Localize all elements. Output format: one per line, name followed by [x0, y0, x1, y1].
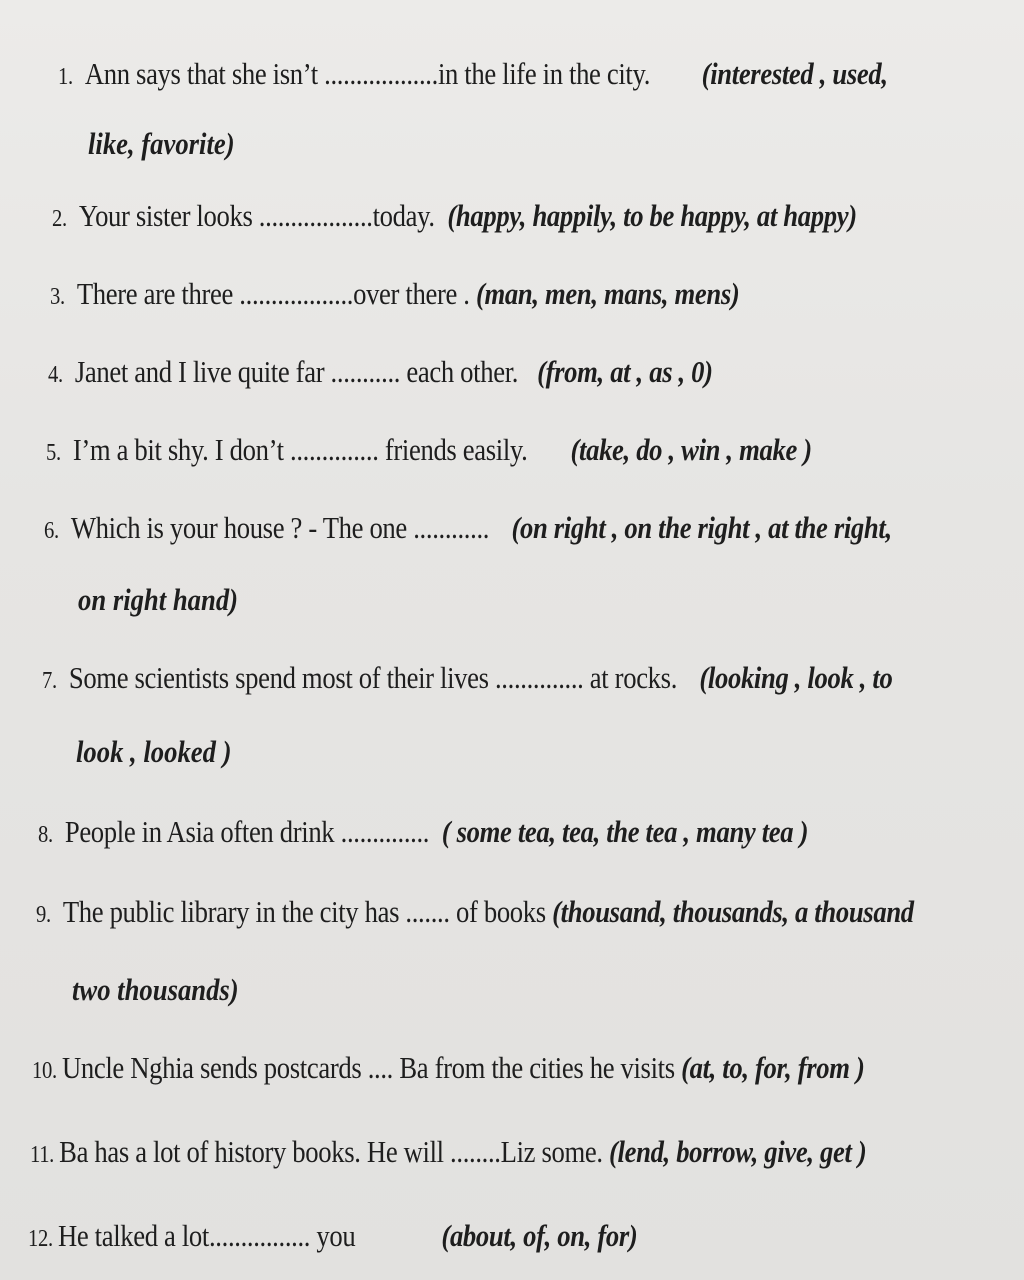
exercise-number: 10. — [32, 1058, 57, 1084]
exercise-sentence: Your sister looks ..................today. — [78, 198, 435, 233]
exercise-sentence: Ann says that she isn’t ..................in the life in the city. — [84, 56, 651, 91]
exercise-9-options-continued: two thousands) — [72, 972, 239, 1007]
exercise-number: 12. — [28, 1226, 53, 1252]
exercise-number: 8. — [38, 822, 53, 848]
exercise-options: (on right , on the right , at the right, — [511, 510, 892, 545]
exercise-number: 4. — [48, 362, 63, 388]
exercise-number: 5. — [46, 440, 61, 466]
exercise-sentence: I’m a bit shy. I don’t .............. friends easily. — [72, 432, 528, 467]
exercise-options: (take, do , win , make ) — [570, 432, 812, 467]
exercise-sentence: Some scientists spend most of their lives .............. at rocks. — [68, 660, 678, 695]
exercise-sentence: He talked a lot................ you — [57, 1218, 356, 1253]
exercise-number: 3. — [50, 284, 65, 310]
exercise-options: ( some tea, tea, the tea , many tea ) — [441, 814, 809, 849]
exercise-1-options-continued: like, favorite) — [88, 126, 235, 161]
exercise-sentence: People in Asia often drink .............. — [64, 814, 430, 849]
exercise-5 — [46, 434, 812, 465]
exercise-options: (at, to, for, from ) — [681, 1050, 865, 1085]
exercise-options: (man, men, mans, mens) — [475, 276, 740, 311]
exercise-10 — [32, 1052, 865, 1083]
exercise-7 — [42, 662, 892, 693]
exercise-number: 11. — [30, 1142, 55, 1168]
exercise-6 — [44, 512, 892, 543]
exercise-6-options-continued: on right hand) — [78, 582, 239, 617]
exercise-options: (about, of, on, for) — [441, 1218, 638, 1253]
exercise-options: (happy, happily, to be happy, at happy) — [447, 198, 857, 233]
exercise-4 — [48, 356, 713, 387]
exercise-11 — [30, 1136, 866, 1167]
exercise-sentence: The public library in the city has ....... of books — [62, 894, 546, 929]
exercise-number: 1. — [58, 64, 73, 90]
exercise-1 — [58, 58, 888, 89]
exercise-2 — [52, 200, 857, 231]
exercise-sentence: Ba has a lot of history books. He will ........Liz some. — [59, 1134, 603, 1169]
exercise-8 — [38, 816, 808, 847]
exercise-7-options-continued: look , looked ) — [76, 734, 232, 769]
exercise-options: (from, at , as , 0) — [537, 354, 713, 389]
exercise-sentence: Which is your house ? - The one ............ — [70, 510, 490, 545]
exercise-12 — [28, 1220, 637, 1251]
exercise-options: (lend, borrow, give, get ) — [608, 1134, 867, 1169]
exercise-number: 7. — [42, 668, 57, 694]
exercise-9 — [36, 896, 914, 927]
exercise-number: 9. — [36, 902, 51, 928]
exercise-options: (interested , used, — [701, 56, 888, 91]
exercise-sentence: There are three ..................over there . — [76, 276, 470, 311]
exercise-sentence: Uncle Nghia sends postcards .... Ba from the cities he visits — [61, 1050, 675, 1085]
exercise-options: (thousand, thousands, a thousand — [552, 894, 914, 929]
exercise-number: 6. — [44, 518, 59, 544]
exercise-options: (looking , look , to — [699, 660, 893, 695]
exercise-3 — [50, 278, 739, 309]
exercise-number: 2. — [52, 206, 67, 232]
exercise-sentence: Janet and I live quite far ........... each other. — [74, 354, 519, 389]
